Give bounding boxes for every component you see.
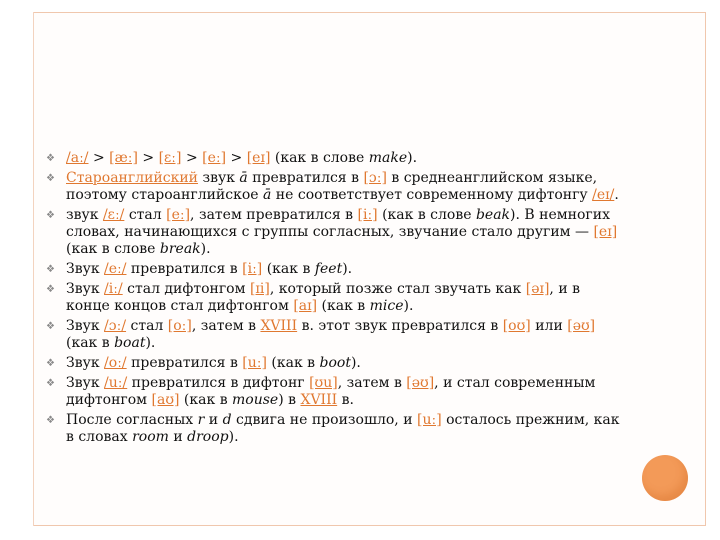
text-segment: осталось прежним, как в словах (66, 412, 620, 445)
text-segment: превратился в (247, 170, 364, 186)
left-margin-bar (12, 12, 34, 526)
text-segment: (как в слове (66, 241, 160, 257)
text-segment: ). (200, 241, 211, 257)
phonetic-link[interactable]: /ɛː/ (102, 207, 125, 223)
text-segment: (как в (266, 355, 320, 371)
example-word: make (368, 150, 408, 166)
text-segment: Звук (66, 281, 105, 297)
diamond-bullet-icon (46, 415, 57, 426)
text-segment: , затем в (191, 318, 261, 334)
example-word: beak (475, 207, 511, 223)
text-segment: Звук (66, 318, 105, 334)
example-word: boot (319, 355, 351, 371)
phonetic-link[interactable]: /uː/ (104, 375, 128, 391)
text-segment: ). (228, 429, 239, 445)
phonetic-link[interactable]: /eː/ (104, 261, 127, 277)
phonetic-link[interactable]: /oː/ (104, 355, 127, 371)
phonetic-link[interactable]: [ɛː] (158, 150, 182, 166)
text-segment: ). (145, 335, 156, 351)
phonetic-link[interactable]: XVIII (300, 392, 338, 408)
text-segment: (как в слове (377, 207, 476, 223)
example-word: mouse (232, 392, 279, 408)
text-segment: и (204, 412, 223, 428)
text-segment: (как в (317, 298, 370, 314)
list-item (46, 261, 626, 278)
example-word: d (222, 412, 232, 428)
text-segment: звук (66, 207, 103, 223)
text-segment: не соответствует современному дифтонгу (271, 187, 593, 203)
text-segment: в среднеанглийском языке, поэтому староанглийское (66, 170, 598, 203)
diamond-bullet-icon (46, 284, 57, 295)
text-segment: , затем превратился в (190, 207, 358, 223)
orange-circle-icon (642, 455, 688, 501)
text-segment: . (614, 187, 619, 203)
phonetic-link[interactable]: [aɪ] (293, 298, 318, 314)
list-item (46, 375, 626, 409)
list-item (46, 150, 626, 167)
list-item (46, 281, 626, 315)
phonetic-link[interactable]: [ɔː] (363, 170, 387, 186)
text-segment: в. (337, 392, 354, 408)
text-segment: После согласных (66, 412, 198, 428)
list-item (46, 207, 626, 258)
text-segment: и (168, 429, 188, 445)
text-segment: ). (342, 261, 353, 277)
text-segment: превратился в (126, 355, 243, 371)
text-segment: ). (403, 298, 414, 314)
text-segment: , затем в (337, 375, 407, 391)
example-word: ā (239, 170, 248, 186)
text-segment: , и стал современным дифтонгом (66, 375, 596, 408)
text-segment: , который позже стал звучать как (269, 281, 526, 297)
text-segment: (как в (66, 335, 115, 351)
example-word: feet (314, 261, 343, 277)
example-word: mice (369, 298, 404, 314)
example-word: room (132, 429, 169, 445)
text-segment: стал (124, 207, 167, 223)
phonetic-link[interactable]: [iː] (357, 207, 378, 223)
phonetic-link[interactable]: XVIII (260, 318, 298, 334)
phonetic-link[interactable]: [ɪi] (249, 281, 270, 297)
list-item (46, 170, 626, 204)
phonetic-link[interactable]: [əʊ] (567, 318, 596, 334)
diamond-bullet-icon (46, 321, 57, 332)
phonetic-link[interactable]: [iː] (242, 261, 263, 277)
text-segment: стал (126, 318, 168, 334)
list-item (46, 412, 626, 446)
text-segment: превратился в (126, 261, 243, 277)
text-segment: Звук (66, 355, 105, 371)
phonetic-link[interactable]: [eː] (202, 150, 227, 166)
phonetic-link[interactable]: [uː] (242, 355, 267, 371)
text-segment: , и в конце концов стал дифтонгом (66, 281, 580, 314)
text-segment: превратился в дифтонг (127, 375, 310, 391)
text-segment: Звук (66, 375, 105, 391)
phonetic-link[interactable]: [uː] (417, 412, 442, 428)
phonetic-link[interactable]: /ɔː/ (104, 318, 127, 334)
text-segment: (как в (262, 261, 315, 277)
phonetic-link[interactable]: [əɪ] (525, 281, 550, 297)
phonetic-link[interactable]: [eɪ] (246, 150, 271, 166)
text-segment: > (137, 150, 159, 166)
text-segment: или (530, 318, 568, 334)
phonetic-link[interactable]: [ʊu] (309, 375, 338, 391)
diamond-bullet-icon (46, 210, 57, 221)
text-segment: сдвига не произошло, и (231, 412, 417, 428)
list-item (46, 355, 626, 372)
text-segment: в. этот звук превратился в (297, 318, 503, 334)
example-word: break (159, 241, 201, 257)
phonetic-link[interactable]: [eɪ] (593, 224, 618, 240)
diamond-bullet-icon (46, 153, 57, 164)
diamond-bullet-icon (46, 173, 57, 184)
text-segment: (как в слове (270, 150, 369, 166)
example-word: r (197, 412, 205, 428)
phonetic-link[interactable]: [əʊ] (406, 375, 435, 391)
bullet-list (46, 150, 626, 449)
text-segment: ). (350, 355, 361, 371)
phonetic-link[interactable]: Староанглийский (66, 170, 199, 186)
text-segment: > (88, 150, 110, 166)
example-word: droop (187, 429, 229, 445)
phonetic-link[interactable]: /aː/ (66, 150, 89, 166)
diamond-bullet-icon (46, 358, 57, 369)
phonetic-link[interactable]: [oʊ] (502, 318, 531, 334)
text-segment: (как в (179, 392, 233, 408)
phonetic-link[interactable]: /eɪ/ (592, 187, 615, 203)
list-item (46, 318, 626, 352)
example-word: boat (114, 335, 146, 351)
phonetic-link[interactable]: [aʊ] (151, 392, 180, 408)
phonetic-link[interactable]: [oː] (167, 318, 192, 334)
text-segment: стал дифтонгом (122, 281, 250, 297)
text-segment: ). В немногих словах, начинающихся с группы согласных, звучание стало другим — (66, 207, 610, 240)
phonetic-link[interactable]: /iː/ (104, 281, 123, 297)
text-segment: ) в (278, 392, 301, 408)
text-segment: Звук (66, 261, 105, 277)
text-segment: звук (198, 170, 240, 186)
example-word: ā (263, 187, 272, 203)
phonetic-link[interactable]: [eː] (166, 207, 191, 223)
diamond-bullet-icon (46, 264, 57, 275)
phonetic-link[interactable]: [æː] (109, 150, 138, 166)
text-segment: > (226, 150, 247, 166)
text-segment: ). (407, 150, 418, 166)
text-segment: > (181, 150, 203, 166)
diamond-bullet-icon (46, 378, 57, 389)
